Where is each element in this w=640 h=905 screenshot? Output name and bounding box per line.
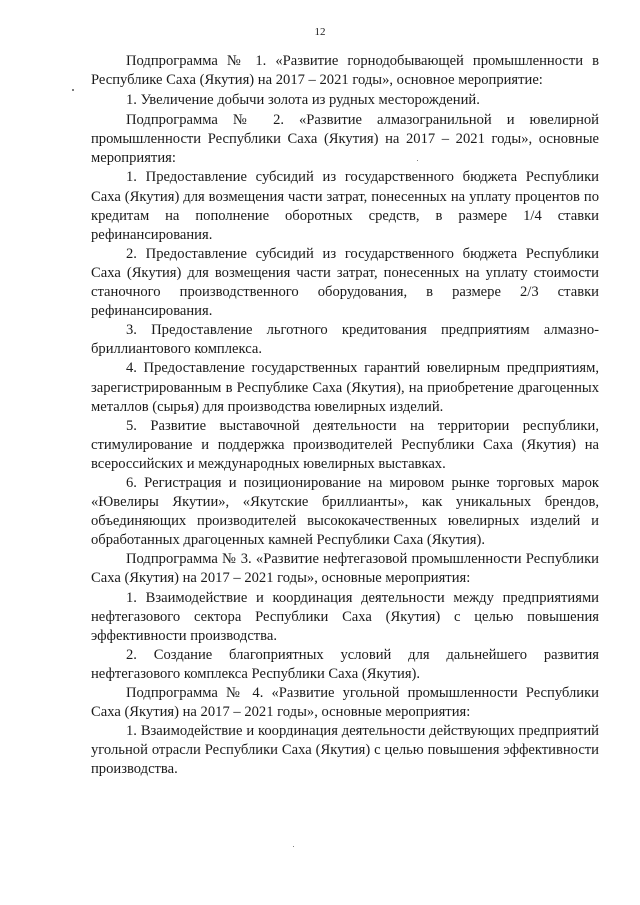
paragraph-subprogram-2-title: Подпрограмма № 2. «Развитие алмазогранильной и ювелирной промышленности Республики Саха (Якутия) на 2017 – 2021 годы», основные мероприятия: xyxy=(91,112,599,167)
paragraph-subprogram-4-item-1: 1. Взаимодействие и координация деятельности действующих предприятий угольной отрасли Республики Саха (Якутия) с целью повышения эффективности производства. xyxy=(91,723,599,778)
paragraph-subprogram-2-item-5: 5. Развитие выставочной деятельности на территории республики, стимулирование и поддержка производителей Республики Саха (Якутия) на всероссийских и международных ювелирных выставках. xyxy=(91,417,599,472)
paragraph-subprogram-1-title: Подпрограмма № 1. «Развитие горнодобывающей промышленности в Республике Саха (Якутия) на 2017 – 2021 годы», основное мероприятие: xyxy=(91,53,599,89)
paragraph-subprogram-2-item-1: 1. Предоставление субсидий из государственного бюджета Республики Саха (Якутия) для возмещения части затрат, понесенных на уплату процентов по кредитам на пополнение оборотных средств, в размере 1/4 ставки рефинансирования. xyxy=(91,169,599,243)
paragraph-subprogram-3-item-2: 2. Создание благоприятных условий для дальнейшего развития нефтегазового комплекса Республики Саха (Якутия). xyxy=(91,646,599,682)
paragraph-subprogram-3-item-1: 1. Взаимодействие и координация деятельности между предприятиями нефтегазового сектора Республики Саха (Якутия) с целью повышения эффективности производства. xyxy=(91,589,599,644)
document-body xyxy=(91,52,599,779)
paragraph-subprogram-2-item-3: 3. Предоставление льготного кредитования предприятиям алмазно-бриллиантового комплекса. xyxy=(91,322,599,358)
paragraph-subprogram-2-item-2: 2. Предоставление субсидий из государственного бюджета Республики Саха (Якутия) для возмещения части затрат, понесенных на уплату стоимости станочного производственного оборудования, в размере 2/3 ставки рефинансирования. xyxy=(91,245,599,320)
scan-speck xyxy=(417,160,418,161)
paragraph-subprogram-4-title: Подпрограмма № 4. «Развитие угольной промышленности Республики Саха (Якутия) на 2017 – 2021 годы», основные мероприятия: xyxy=(91,685,599,721)
page-number: 12 xyxy=(314,26,326,38)
paragraph-subprogram-2-item-4: 4. Предоставление государственных гарантий ювелирным предприятиям, зарегистрированным в Республике Саха (Якутия), на приобретение драгоценных металлов (сырья) для производства ювелирных изделий. xyxy=(91,360,599,415)
scan-speck xyxy=(293,846,294,847)
paragraph-subprogram-3-title: Подпрограмма № 3. «Развитие нефтегазовой промышленности Республики Саха (Якутия) на 2017 – 2021 годы», основные мероприятия: xyxy=(91,551,599,587)
paragraph-subprogram-1-item-1: 1. Увеличение добычи золота из рудных месторождений. xyxy=(126,92,480,109)
paragraph-subprogram-2-item-6: 6. Регистрация и позиционирование на мировом рынке торговых марок «Ювелиры Якутии», «Якутские бриллианты», как уникальных брендов, объединяющих производителей высококачественных ювелирных изделий и обработанных драгоценных камней Республики Саха (Якутия). xyxy=(91,474,599,549)
scan-speck xyxy=(72,89,74,91)
